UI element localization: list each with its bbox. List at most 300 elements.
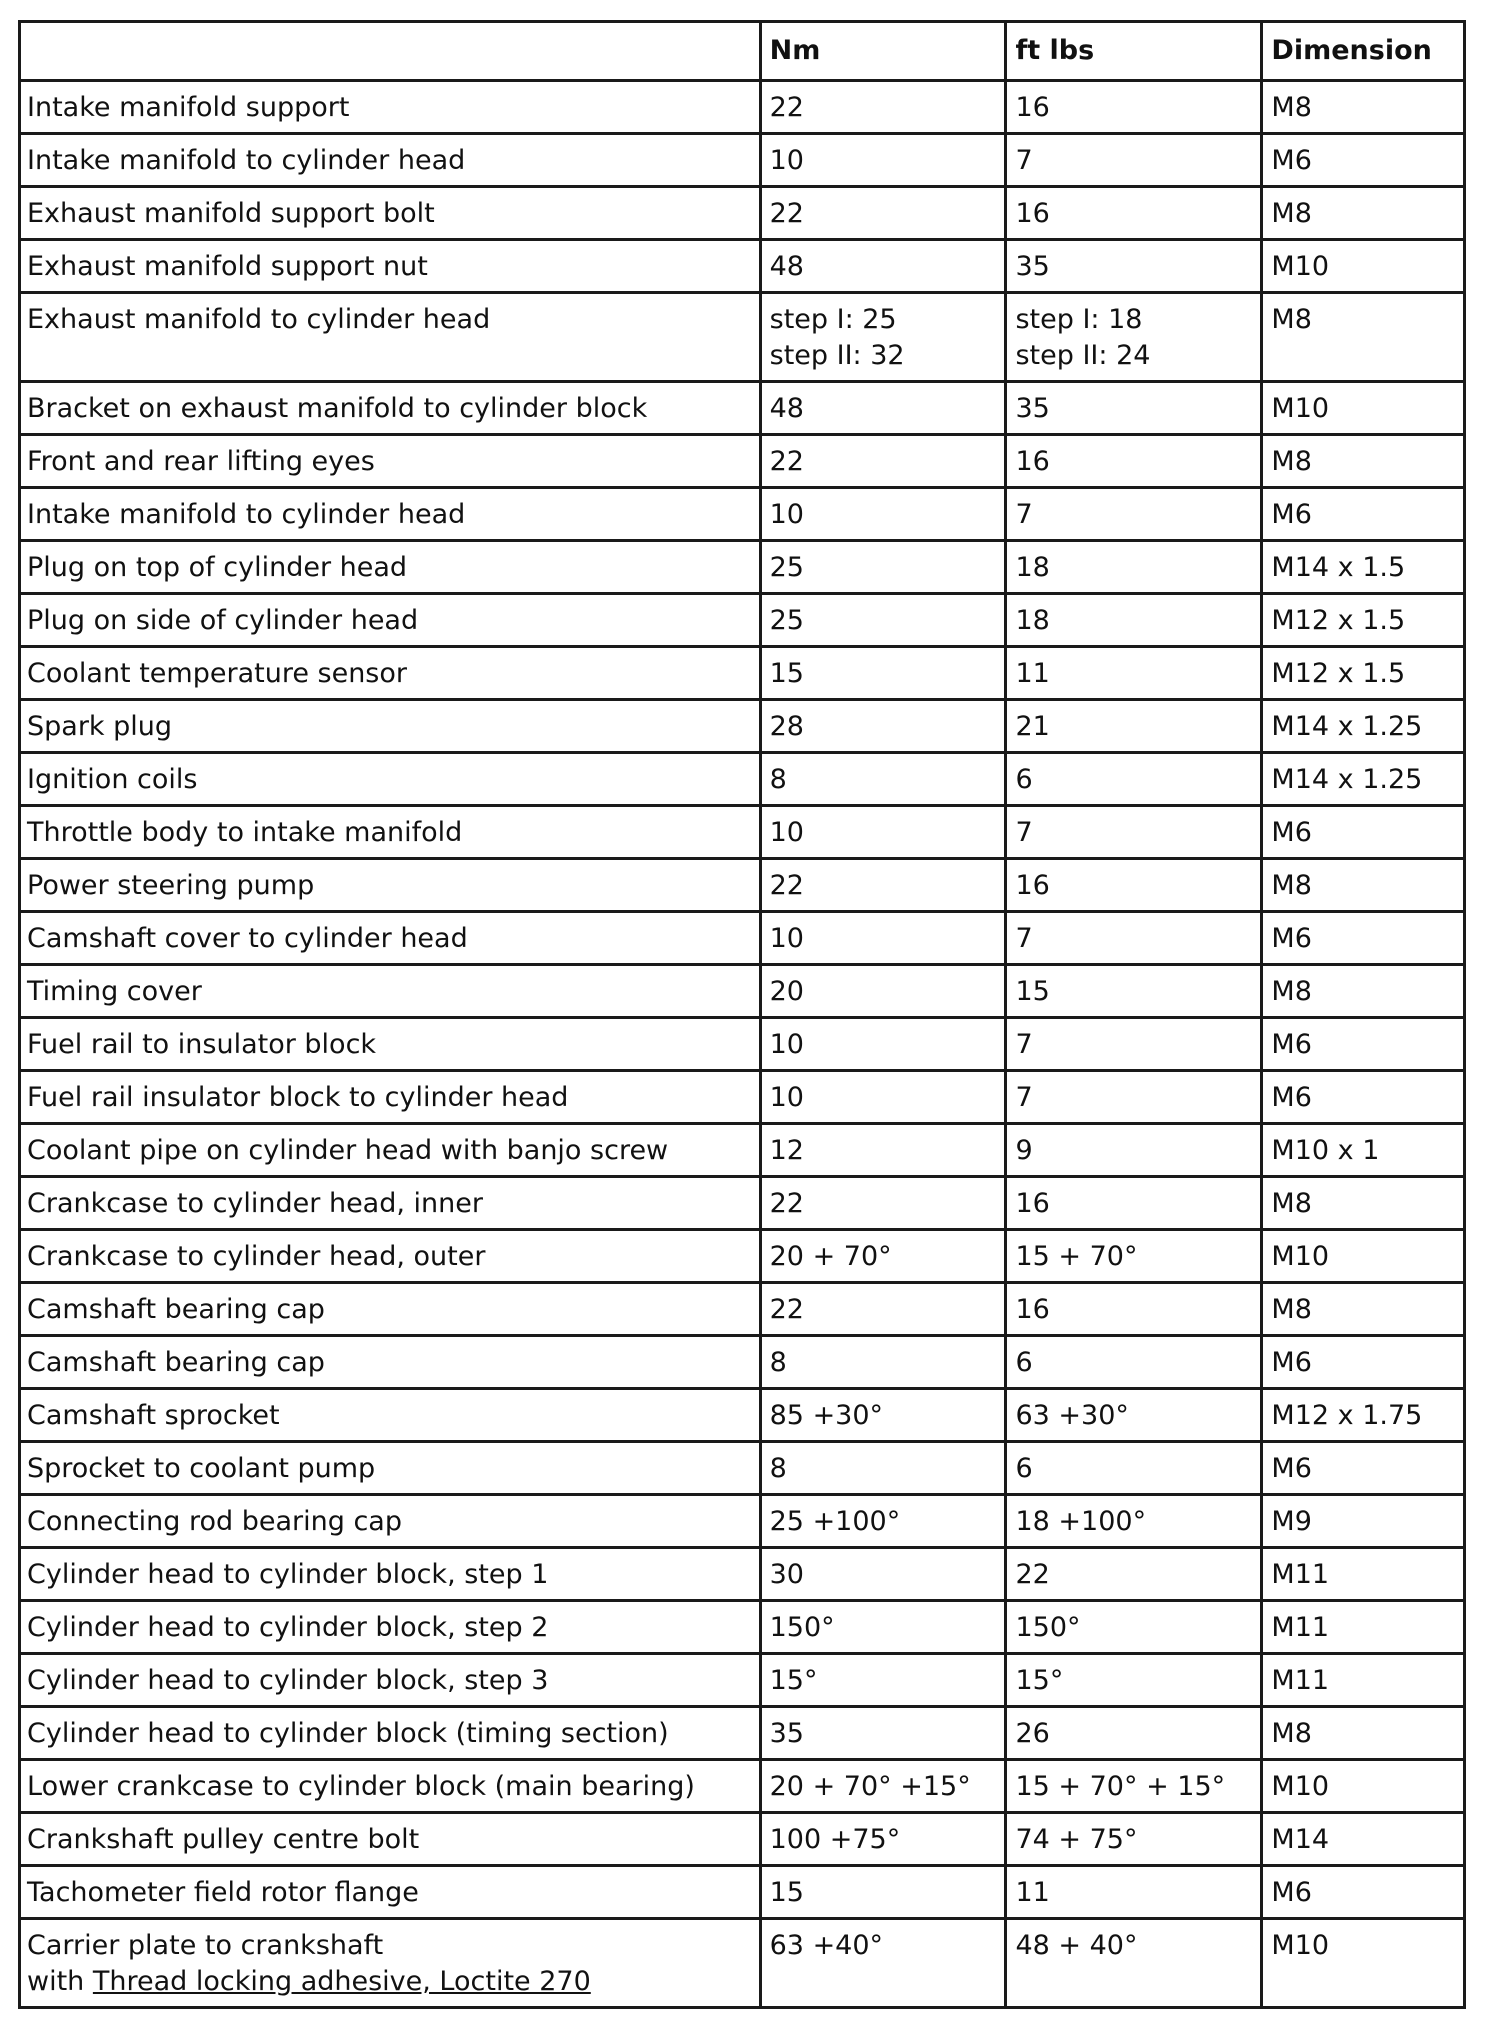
description-text: Exhaust manifold to cylinder head [27,304,491,335]
cell-nm [760,187,1006,240]
description-text: Lower crankcase to cylinder block (main bearing) [27,1771,695,1802]
cell-ft-lbs [1006,806,1262,859]
cell-description [20,1230,761,1283]
description-text: Cylinder head to cylinder block, step 3 [27,1665,549,1696]
cell-dimension [1262,1177,1465,1230]
nm-value: 22 [769,1294,804,1325]
cell-dimension [1262,700,1465,753]
nm-value: 100 +75° [769,1824,901,1855]
nm-value: 15 [769,1877,804,1908]
ft-lbs-value: 35 [1015,251,1050,282]
cell-ft-lbs [1006,753,1262,806]
description-text: Connecting rod bearing cap [27,1506,402,1537]
nm-value: 22 [769,870,804,901]
ft-lbs-value: 6 [1015,1347,1033,1378]
nm-value: 20 + 70° +15° [769,1771,971,1802]
nm-value: 12 [769,1135,804,1166]
cell-nm [760,1230,1006,1283]
description-text: Plug on side of cylinder head [27,605,419,636]
ft-lbs-value: 6 [1015,764,1033,795]
description-text: Tachometer field rotor flange [27,1877,419,1908]
cell-dimension [1262,1230,1465,1283]
nm-value: step II: 32 [769,340,905,371]
dimension-value: M6 [1271,1877,1312,1908]
nm-value: 10 [769,499,804,530]
ft-lbs-value: 16 [1015,446,1050,477]
nm-value: 10 [769,923,804,954]
cell-description [20,1124,761,1177]
dimension-value: M6 [1271,1082,1312,1113]
nm-value: 20 [769,976,804,1007]
nm-value: 63 +40° [769,1930,884,1961]
cell-dimension [1262,1071,1465,1124]
cell-ft-lbs [1006,1336,1262,1389]
table-row [20,435,1465,488]
cell-ft-lbs [1006,1919,1262,2008]
cell-nm [760,859,1006,912]
nm-value: 25 [769,605,804,636]
dimension-value: M11 [1271,1559,1330,1590]
description-text: Ignition coils [27,764,198,795]
description-text: Power steering pump [27,870,315,901]
cell-nm [760,1866,1006,1919]
dimension-value: M9 [1271,1506,1312,1537]
ft-lbs-value: 16 [1015,1188,1050,1219]
ft-lbs-value: 11 [1015,658,1050,689]
description-text: Bracket on exhaust manifold to cylinder block [27,393,648,424]
table-row [20,1760,1465,1813]
description-text: Camshaft bearing cap [27,1347,325,1378]
nm-value: 8 [769,764,787,795]
cell-ft-lbs [1006,1866,1262,1919]
table-row [20,1654,1465,1707]
cell-nm [760,1760,1006,1813]
dimension-value: M14 [1271,1824,1330,1855]
nm-value: 85 +30° [769,1400,884,1431]
cell-ft-lbs [1006,965,1262,1018]
dimension-value: M10 [1271,251,1330,282]
cell-description [20,1707,761,1760]
table-row [20,753,1465,806]
dimension-value: M10 [1271,1241,1330,1272]
dimension-value: M11 [1271,1665,1330,1696]
ft-lbs-value: 74 + 75° [1015,1824,1138,1855]
description-text: Exhaust manifold support nut [27,251,428,282]
cell-ft-lbs [1006,240,1262,293]
cell-nm [760,700,1006,753]
nm-value: step I: 25 [769,304,897,335]
cell-description [20,1442,761,1495]
table-row [20,1389,1465,1442]
dimension-value: M6 [1271,817,1312,848]
cell-dimension [1262,1707,1465,1760]
table-row [20,382,1465,435]
cell-ft-lbs [1006,1707,1262,1760]
cell-description [20,647,761,700]
table-row [20,1071,1465,1124]
cell-dimension [1262,859,1465,912]
cell-description [20,1813,761,1866]
cell-ft-lbs [1006,700,1262,753]
cell-description [20,1283,761,1336]
cell-ft-lbs [1006,1601,1262,1654]
ft-lbs-value: 15 [1015,976,1050,1007]
nm-value: 28 [769,711,804,742]
ft-lbs-value: 7 [1015,499,1033,530]
description-text: Sprocket to coolant pump [27,1453,376,1484]
cell-dimension [1262,541,1465,594]
description-text: Throttle body to intake manifold [27,817,463,848]
cell-dimension [1262,435,1465,488]
cell-description [20,965,761,1018]
cell-nm [760,647,1006,700]
cell-nm [760,912,1006,965]
cell-dimension [1262,1018,1465,1071]
description-text: Camshaft sprocket [27,1400,280,1431]
cell-ft-lbs [1006,1124,1262,1177]
dimension-value: M6 [1271,145,1312,176]
table-row [20,1601,1465,1654]
nm-value: 35 [769,1718,804,1749]
cell-ft-lbs [1006,1283,1262,1336]
dimension-value: M6 [1271,923,1312,954]
cell-description [20,293,761,382]
dimension-value: M8 [1271,976,1312,1007]
cell-dimension [1262,187,1465,240]
ft-lbs-value: 7 [1015,1029,1033,1060]
header-ft-lbs: ft lbs [1006,22,1262,81]
header-description [20,22,761,81]
cell-dimension [1262,488,1465,541]
cell-ft-lbs [1006,647,1262,700]
ft-lbs-value: 22 [1015,1559,1050,1590]
cell-nm [760,382,1006,435]
header-row [20,22,1465,81]
cell-ft-lbs [1006,187,1262,240]
cell-description [20,1336,761,1389]
dimension-value: M10 [1271,1930,1330,1961]
dimension-value: M10 [1271,1771,1330,1802]
cell-nm [760,1707,1006,1760]
ft-lbs-value: 26 [1015,1718,1050,1749]
ft-lbs-value: 16 [1015,92,1050,123]
cell-dimension [1262,81,1465,134]
ft-lbs-value: 16 [1015,870,1050,901]
cell-nm [760,1919,1006,2008]
nm-value: 25 +100° [769,1506,901,1537]
header-nm: Nm [760,22,1006,81]
nm-value: 22 [769,92,804,123]
cell-description [20,700,761,753]
dimension-value: M14 x 1.5 [1271,552,1406,583]
dimension-value: M6 [1271,1347,1312,1378]
description-text: Coolant pipe on cylinder head with banjo screw [27,1135,669,1166]
dimension-value: M14 x 1.25 [1271,764,1423,795]
table-row [20,1548,1465,1601]
cell-dimension [1262,1760,1465,1813]
table-body [20,81,1465,2008]
cell-ft-lbs [1006,1177,1262,1230]
cell-nm [760,541,1006,594]
cell-nm [760,594,1006,647]
table-row [20,1707,1465,1760]
cell-description [20,1018,761,1071]
nm-value: 15 [769,658,804,689]
ft-lbs-value: 7 [1015,1082,1033,1113]
cell-ft-lbs [1006,541,1262,594]
table-row [20,1018,1465,1071]
table-row [20,1442,1465,1495]
cell-dimension [1262,912,1465,965]
ft-lbs-value: 18 [1015,605,1050,636]
ft-lbs-value: 48 + 40° [1015,1930,1138,1961]
cell-description [20,1389,761,1442]
ft-lbs-value: step I: 18 [1015,304,1143,335]
cell-description [20,187,761,240]
nm-value: 10 [769,1082,804,1113]
ft-lbs-value: 21 [1015,711,1050,742]
table-row [20,1866,1465,1919]
table-row [20,293,1465,382]
description-text: Crankcase to cylinder head, outer [27,1241,486,1272]
cell-nm [760,81,1006,134]
cell-ft-lbs [1006,488,1262,541]
table-row [20,965,1465,1018]
nm-value: 22 [769,446,804,477]
ft-lbs-value: 7 [1015,923,1033,954]
nm-value: 10 [769,1029,804,1060]
description-text: Camshaft cover to cylinder head [27,923,468,954]
cell-ft-lbs [1006,293,1262,382]
ft-lbs-value: 15° [1015,1665,1064,1696]
ft-lbs-value: 15 + 70° [1015,1241,1138,1272]
table-row [20,134,1465,187]
description-text: Intake manifold to cylinder head [27,145,466,176]
description-text: Timing cover [27,976,202,1007]
cell-description [20,912,761,965]
description-text: Cylinder head to cylinder block (timing section) [27,1718,669,1749]
cell-ft-lbs [1006,859,1262,912]
cell-nm [760,1071,1006,1124]
cell-nm [760,1548,1006,1601]
cell-ft-lbs [1006,1071,1262,1124]
cell-dimension [1262,647,1465,700]
cell-description [20,859,761,912]
nm-value: 8 [769,1347,787,1378]
ft-lbs-value: 16 [1015,198,1050,229]
description-text: Cylinder head to cylinder block, step 2 [27,1612,549,1643]
nm-value: 150° [769,1612,835,1643]
table-row [20,1230,1465,1283]
cell-nm [760,965,1006,1018]
cell-dimension [1262,806,1465,859]
table-row [20,488,1465,541]
description-text: Camshaft bearing cap [27,1294,325,1325]
cell-dimension [1262,382,1465,435]
cell-nm [760,1654,1006,1707]
cell-description [20,134,761,187]
description-note-prefix: with [27,1966,93,1997]
cell-dimension [1262,753,1465,806]
table-row [20,1495,1465,1548]
description-text: Exhaust manifold support bolt [27,198,435,229]
nm-value: 25 [769,552,804,583]
cell-ft-lbs [1006,1018,1262,1071]
cell-dimension [1262,965,1465,1018]
nm-value: 8 [769,1453,787,1484]
cell-ft-lbs [1006,1389,1262,1442]
dimension-value: M8 [1271,198,1312,229]
table-row [20,806,1465,859]
nm-value: 48 [769,393,804,424]
dimension-value: M8 [1271,1188,1312,1219]
ft-lbs-value: 7 [1015,145,1033,176]
cell-description [20,541,761,594]
cell-dimension [1262,1495,1465,1548]
cell-description [20,240,761,293]
dimension-value: M14 x 1.25 [1271,711,1423,742]
dimension-value: M8 [1271,1294,1312,1325]
cell-nm [760,1601,1006,1654]
description-text: Intake manifold to cylinder head [27,499,466,530]
cell-ft-lbs [1006,1442,1262,1495]
cell-ft-lbs [1006,81,1262,134]
cell-description [20,1177,761,1230]
table-row [20,1177,1465,1230]
description-text: Carrier plate to crankshaft [27,1930,384,1961]
dimension-value: M11 [1271,1612,1330,1643]
ft-lbs-value: step II: 24 [1015,340,1151,371]
cell-dimension [1262,1654,1465,1707]
table-row [20,1813,1465,1866]
cell-dimension [1262,1336,1465,1389]
cell-nm [760,1813,1006,1866]
ft-lbs-value: 6 [1015,1453,1033,1484]
dimension-value: M8 [1271,1718,1312,1749]
cell-description [20,1654,761,1707]
table-row [20,859,1465,912]
cell-nm [760,1336,1006,1389]
dimension-value: M10 x 1 [1271,1135,1380,1166]
cell-nm [760,1124,1006,1177]
cell-nm [760,1283,1006,1336]
description-text: Fuel rail to insulator block [27,1029,377,1060]
table-row [20,912,1465,965]
cell-description [20,1601,761,1654]
description-text: Fuel rail insulator block to cylinder head [27,1082,569,1113]
cell-dimension [1262,1548,1465,1601]
cell-ft-lbs [1006,382,1262,435]
cell-description [20,382,761,435]
cell-ft-lbs [1006,435,1262,488]
ft-lbs-value: 18 [1015,552,1050,583]
cell-description [20,1919,761,2008]
cell-dimension [1262,1813,1465,1866]
dimension-value: M8 [1271,870,1312,901]
dimension-value: M6 [1271,499,1312,530]
ft-lbs-value: 11 [1015,1877,1050,1908]
cell-nm [760,1018,1006,1071]
cell-ft-lbs [1006,1230,1262,1283]
cell-description [20,435,761,488]
ft-lbs-value: 15 + 70° + 15° [1015,1771,1226,1802]
dimension-value: M8 [1271,446,1312,477]
nm-value: 22 [769,198,804,229]
cell-ft-lbs [1006,912,1262,965]
cell-description [20,806,761,859]
table-row [20,240,1465,293]
table-row [20,187,1465,240]
cell-nm [760,240,1006,293]
cell-ft-lbs [1006,1760,1262,1813]
nm-value: 22 [769,1188,804,1219]
description-text: Cylinder head to cylinder block, step 1 [27,1559,549,1590]
dimension-value: M10 [1271,393,1330,424]
cell-description [20,488,761,541]
cell-nm [760,806,1006,859]
table-row [20,541,1465,594]
cell-description [20,1548,761,1601]
thread-locking-adhesive-link[interactable]: Thread locking adhesive, Loctite 270 [92,1966,591,1997]
cell-description [20,1866,761,1919]
ft-lbs-value: 35 [1015,393,1050,424]
cell-dimension [1262,1919,1465,2008]
description-text: Coolant temperature sensor [27,658,407,689]
dimension-value: M6 [1271,1453,1312,1484]
nm-value: 10 [769,817,804,848]
ft-lbs-value: 16 [1015,1294,1050,1325]
ft-lbs-value: 9 [1015,1135,1033,1166]
description-text: Intake manifold support [27,92,350,123]
description-text: Front and rear lifting eyes [27,446,375,477]
dimension-value: M12 x 1.5 [1271,658,1406,689]
description-text: Plug on top of cylinder head [27,552,408,583]
table-row [20,594,1465,647]
table-row [20,81,1465,134]
cell-dimension [1262,1601,1465,1654]
nm-value: 15° [769,1665,818,1696]
description-text: Crankcase to cylinder head, inner [27,1188,483,1219]
cell-description [20,1071,761,1124]
nm-value: 20 + 70° [769,1241,892,1272]
cell-nm [760,488,1006,541]
cell-description [20,753,761,806]
torque-specification-table [18,20,1466,2009]
nm-value: 30 [769,1559,804,1590]
ft-lbs-value: 150° [1015,1612,1081,1643]
cell-dimension [1262,1389,1465,1442]
cell-dimension [1262,1442,1465,1495]
description-text: Spark plug [27,711,173,742]
cell-dimension [1262,594,1465,647]
cell-ft-lbs [1006,1548,1262,1601]
cell-nm [760,753,1006,806]
cell-dimension [1262,1124,1465,1177]
dimension-value: M8 [1271,304,1312,335]
description-note [27,1964,759,2000]
cell-nm [760,134,1006,187]
cell-dimension [1262,1866,1465,1919]
cell-ft-lbs [1006,1654,1262,1707]
table-row [20,647,1465,700]
cell-ft-lbs [1006,134,1262,187]
ft-lbs-value: 63 +30° [1015,1400,1129,1431]
dimension-value: M12 x 1.75 [1271,1400,1423,1431]
table-row [20,1336,1465,1389]
ft-lbs-value: 7 [1015,817,1033,848]
nm-value: 10 [769,145,804,176]
cell-dimension [1262,134,1465,187]
